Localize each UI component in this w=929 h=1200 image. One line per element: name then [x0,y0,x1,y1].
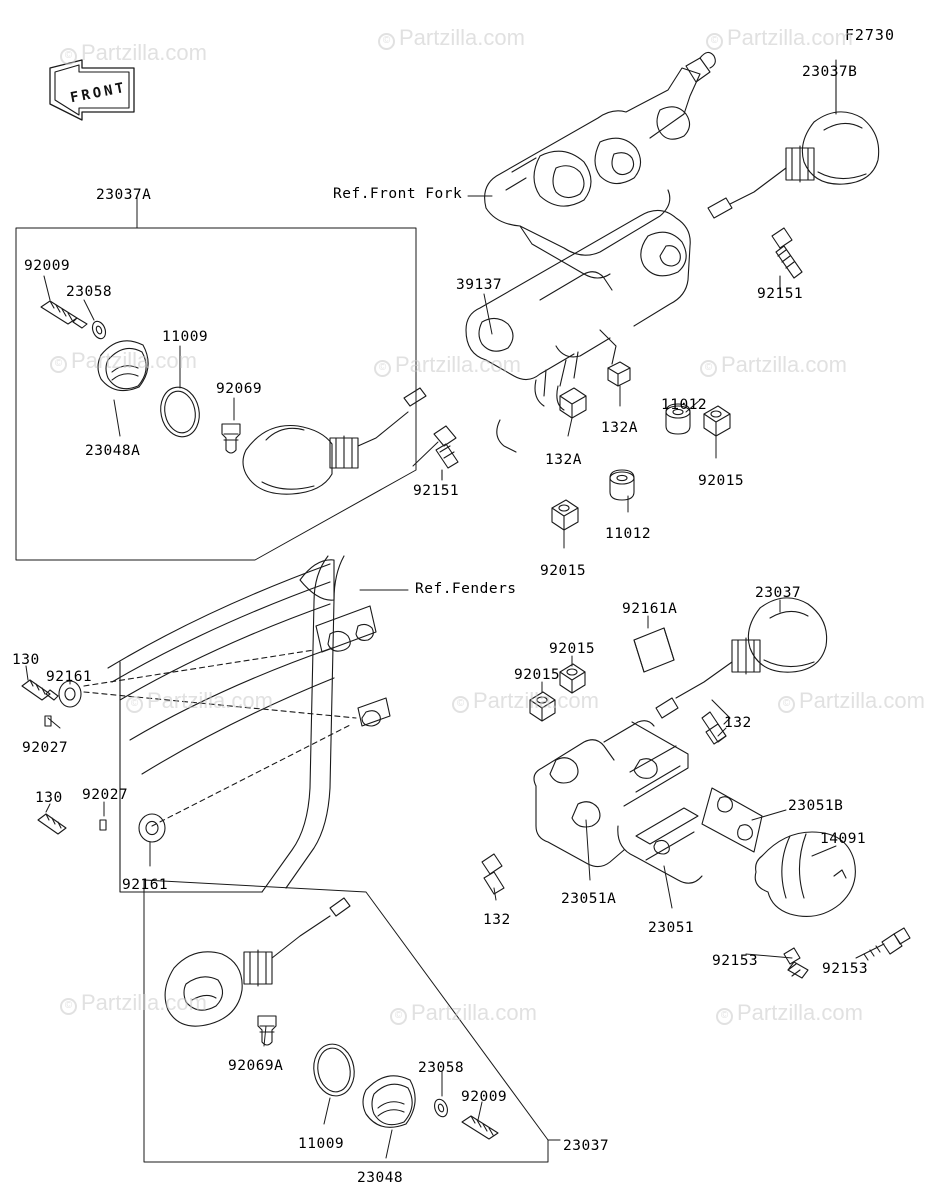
front-badge-label: FRONT [68,79,129,107]
part-92069-bulb [222,424,240,453]
part-23037a-lamp [243,388,426,494]
callout-92069a: 92069A [228,1058,284,1074]
callout-92161a: 92161A [622,601,678,617]
callout-39137: 39137 [456,277,503,293]
watermark: © Partzilla.com [716,1000,863,1026]
part-92009-screw-bottom [462,1116,498,1139]
callout-92153-right: 92153 [822,961,869,977]
part-23037-bottom-lamp [165,898,350,1026]
callout-132-bottom: 132 [483,912,511,928]
watermark: © Partzilla.com [50,348,197,374]
watermark: © Partzilla.com [390,1000,537,1026]
callout-23037a: 23037A [96,187,152,203]
callout-23037-right: 23037 [755,585,802,601]
callout-23048: 23048 [357,1170,404,1186]
part-132-bolts [482,712,726,894]
callout-92015-4: 92015 [514,667,561,683]
part-23048a-lens [98,341,148,391]
part-92161a-pad [634,628,674,672]
callout-92151-right: 92151 [757,286,804,302]
callout-14091: 14091 [820,831,867,847]
ref-front-fork-art [485,52,716,278]
part-92009-top [41,301,87,328]
part-23058-top [90,319,108,340]
callout-11012-1: 11012 [661,397,708,413]
callout-92015-2: 92015 [540,563,587,579]
callout-23037-bottom: 23037 [563,1138,610,1154]
callout-92009-top: 92009 [24,258,71,274]
callout-11009-top: 11009 [162,329,209,345]
callout-23058-bottom: 23058 [418,1060,465,1076]
callout-92151-left: 92151 [413,483,460,499]
callout-130-1: 130 [12,652,40,668]
callout-92069: 92069 [216,381,263,397]
part-23048-lens [363,1076,415,1128]
watermark: © Partzilla.com [378,25,525,51]
callout-92009-bottom: 92009 [461,1089,508,1105]
callout-132-right: 132 [724,715,752,731]
callout-92153-left: 92153 [712,953,759,969]
part-130-92161-left [22,680,165,842]
watermark: © Partzilla.com [452,688,599,714]
part-11009-gasket-top [156,384,204,441]
part-23037b-lamp [708,60,879,218]
part-92069a-bulb [258,1016,276,1045]
callout-23051a: 23051A [561,891,617,907]
callout-92161-1: 92161 [46,669,93,685]
watermark: © Partzilla.com [60,990,207,1016]
ref-fenders-label: Ref.Fenders [415,581,517,597]
callout-23048a: 23048A [85,443,141,459]
watermark: © Partzilla.com [126,688,273,714]
callout-23058-top: 23058 [66,284,113,300]
callout-130-2: 130 [35,790,63,806]
figure-code: F2730 [844,26,895,44]
watermark: © Partzilla.com [706,25,853,51]
front-badge [44,60,140,120]
part-92151-left-bolt [434,426,458,480]
part-23058-washer-bottom [432,1097,449,1118]
callout-132a-2: 132A [545,452,582,468]
part-11012-bushings [610,404,690,500]
callout-11009-bottom: 11009 [298,1136,345,1152]
part-39137-bracket [466,210,690,452]
callout-92027-1: 92027 [22,740,69,756]
callout-23051b: 23051B [788,798,844,814]
watermark: © Partzilla.com [60,40,207,66]
part-23051-assembly [534,721,762,884]
callout-11012-2: 11012 [605,526,652,542]
callout-92015-1: 92015 [698,473,745,489]
watermark: © Partzilla.com [778,688,925,714]
callout-23037b: 23037B [802,64,858,80]
callout-132a-1: 132A [601,420,638,436]
callout-92027-2: 92027 [82,787,129,803]
watermark: © Partzilla.com [374,352,521,378]
callout-23051: 23051 [648,920,695,936]
ref-front-fork-label: Ref.Front Fork [333,186,463,202]
part-92015-nuts-top [552,406,730,530]
callout-92161-2: 92161 [122,877,169,893]
part-11009-gasket-bottom [310,1041,358,1099]
watermark: © Partzilla.com [700,352,847,378]
part-23037-right-lamp [656,598,827,724]
callout-92015-3: 92015 [549,641,596,657]
